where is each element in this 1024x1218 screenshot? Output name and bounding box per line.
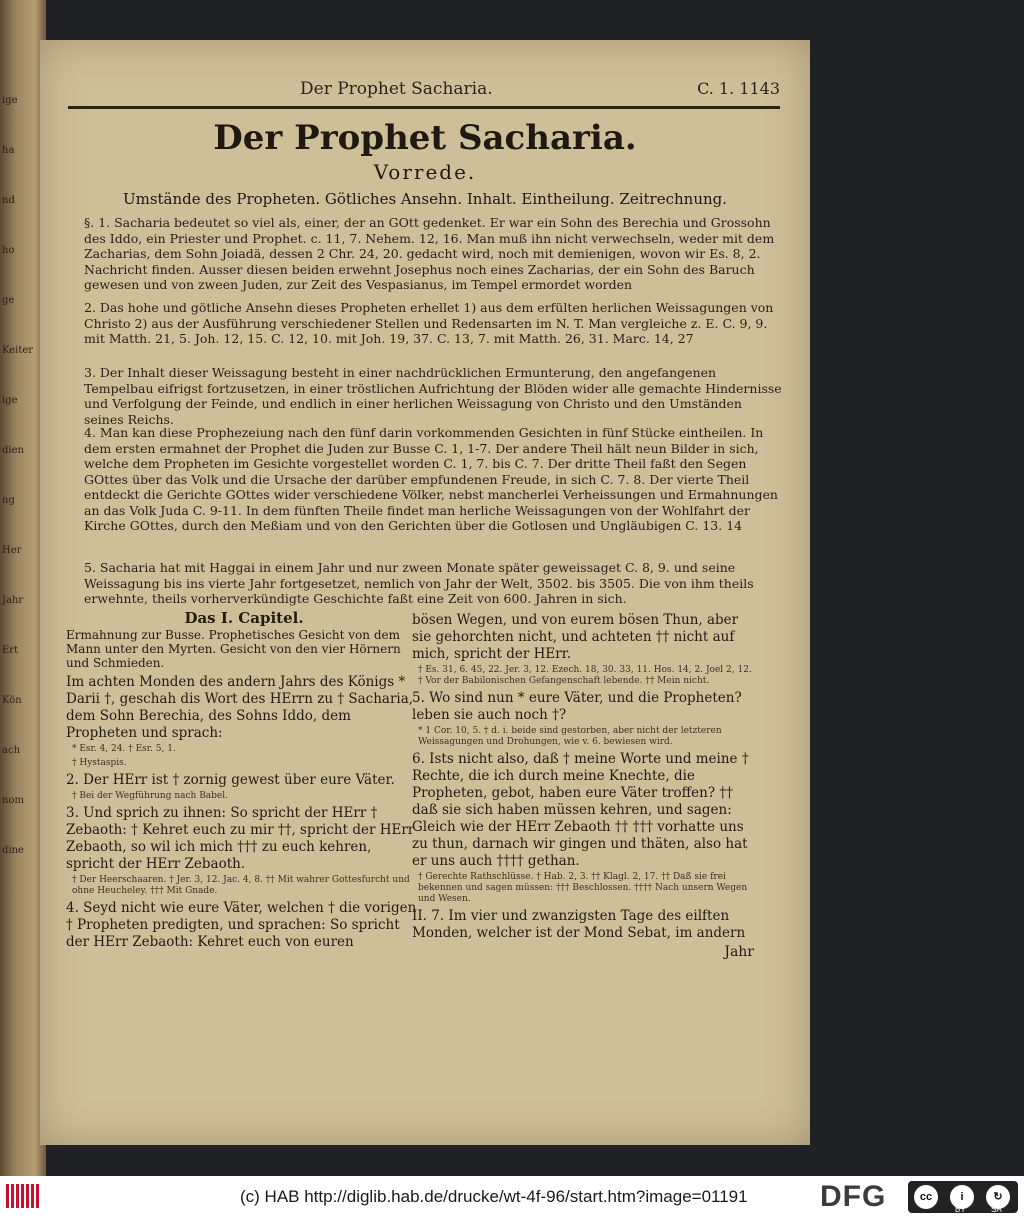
license-sa-label: SA bbox=[991, 1205, 1002, 1214]
footnote: † Hystaspis. bbox=[72, 758, 127, 768]
right-text-column bbox=[412, 610, 754, 960]
preface-paragraph: 4. Man kan diese Prophezeiung nach den fünf darin vorkommenden Gesichten in fünf Stücke eintheilen. In dem ersten ermahnet der Prophet die Juden zur Busse C. 1, 1-7. Der andere Theil hält neun Bilder in sich, welche dem Propheten im Gesichte vorgestellet worden C. 1, 7. bis C. 7. Der dritte Theil faßt den Segen GOttes über das Volk und die Ursache der darüber empfundenen Freude, in sich C. 7. 8. Der vierte Theil entdeckt die Gerichte GOttes wider verschiedene Völker, nebst mancherlei Verheissungen und Ermahnungen an das Volk Juda C. 9-11. In dem fünften Theile findet man herliche Weissagungen von der Wohlfahrt der Kirche GOttes, durch den Meßiam und von den Gerichten über die Gotlosen und Ungläubigen C. 13. 14 bbox=[84, 425, 778, 533]
facing-page-fragment: nom bbox=[2, 795, 24, 806]
facing-page-fragment: ach bbox=[2, 745, 21, 756]
copyright-link[interactable]: (c) HAB http://diglib.hab.de/drucke/wt-4f-96/start.htm?image=01191 bbox=[240, 1187, 748, 1206]
footnote: † Der Heerschaaren. † Jer. 3, 12. Jac. 4, 8. †† Mit wahrer Gottesfurcht und ohne Heucheley. ††† Mit Gnade. bbox=[72, 875, 410, 896]
facing-page-fragment: Jahr bbox=[2, 595, 24, 606]
preface-paragraph: 3. Der Inhalt dieser Weissagung besteht in einer nachdrücklichen Ermunterung, den angefangenen Tempelbau eifrigst fortzusetzen, in einer tröstlichen Aufrichtung der Blöden wider alle gemachte Hindernisse und Verfolgung der Feinde, und endlich in einer herlichen Weissagung von Christo und den Umständen seines Reichs. bbox=[84, 365, 782, 427]
facing-page-fragment: ho bbox=[2, 245, 15, 256]
footnote: † Bei der Wegführung nach Babel. bbox=[72, 791, 229, 801]
cc-license-badge[interactable] bbox=[908, 1181, 1018, 1213]
cc-icon: cc bbox=[914, 1185, 938, 1209]
verse-text: 5. Wo sind nun * eure Väter, und die Propheten? leben sie auch noch †? bbox=[412, 690, 742, 723]
verse-text: bösen Wegen, und von eurem bösen Thun, aber sie gehorchten nicht, und achteten †† nicht auf mich, spricht der HErr. bbox=[412, 612, 739, 662]
facing-page-fragment: Kön bbox=[2, 695, 22, 706]
viewer-footer bbox=[0, 1176, 1024, 1218]
preface-paragraph: §. 1. Sacharia bedeutet so viel als, einer, der an GOtt gedenket. Er war ein Sohn des Berechia und Grossohn des Iddo, ein Priester und Prophet. c. 11, 7. Nehem. 12, 16. Man muß ihn nicht verwechseln, weder mit dem Zacharias, dem Sohn Joiadä, dessen 2 Chr. 24, 20. gedacht wird, noch mit demienigen, wovon wir Es. 8, 2. Nachricht finden. Ausser diesen beiden erwehnt Josephus noch eines Zacharias, der ein Sohn des Baruch gewesen und von zween Juden, zur Zeit des Vespasianus, im Tempel ermordet worden bbox=[84, 215, 775, 292]
facing-page-fragment: dine bbox=[2, 845, 24, 856]
verse-text: II. 7. Im vier und zwanzigsten Tage des eilften Monden, welcher ist der Mond Sebat, im andern bbox=[412, 908, 746, 941]
sa-sharealike-icon: ↻ bbox=[986, 1185, 1010, 1209]
by-attribution-icon: i bbox=[950, 1185, 974, 1209]
dfg-logo: DFG bbox=[820, 1180, 887, 1213]
facing-page-fragment: ng bbox=[2, 495, 15, 506]
preface-paragraph: 2. Das hohe und götliche Ansehn dieses Propheten erhellet 1) aus dem erfülten herlichen Weissagungen von Christo 2) aus der Ausführung verschiedener Stellen und Redensarten im N. T. Man vergleiche z. E. C. 9, 9. mit Matth. 21, 5. Joh. 12, 15. C. 12, 10. mit Joh. 19, 37. C. 13, 7. mit Matth. 26, 31. Marc. 14, 27 bbox=[84, 300, 774, 346]
book-title: Der Prophet Sacharia. bbox=[213, 118, 637, 158]
catchword: Jahr bbox=[724, 944, 754, 960]
preface-heading: Vorrede. bbox=[373, 160, 477, 184]
verse-text: 6. Ists nicht also, daß † meine Worte und meine † Rechte, die ich durch meine Knechte, die Propheten, gebot, haben eure Väter troffen? †† daß sie sich haben müssen kehren, und sagen: Gleich wie der HErr Zebaoth †† ††† vorhatte uns zu thun, darnach wir gingen und thäten, also hat er uns auch †††† gethan. bbox=[412, 751, 749, 869]
footnote: * 1 Cor. 10, 5. † d. i. beide sind gestorben, aber nicht der letzteren Weissagungen und Drohungen, wie v. 6. bewiesen wird. bbox=[418, 726, 722, 747]
running-head: Der Prophet Sacharia. bbox=[300, 79, 493, 99]
facing-page-fragment: ge bbox=[2, 295, 15, 306]
hab-logo-icon bbox=[6, 1184, 41, 1212]
chapter-page-reference: C. 1. 1143 bbox=[697, 79, 780, 98]
verse-text: 3. Und sprich zu ihnen: So spricht der HErr † Zebaoth: † Kehret euch zu mir ††, spricht der HErr Zebaoth, so wil ich mich ††† zu euch kehren, spricht der HErr Zebaoth. bbox=[66, 805, 415, 872]
footnote: * Esr. 4, 24. † Esr. 5, 1. bbox=[72, 744, 176, 754]
facing-page-fragment: ige bbox=[2, 95, 18, 106]
verse-text: Im achten Monden des andern Jahrs des Königs * Darii †, geschah dis Wort des HErrn zu † Sacharia, dem Sohn Berechia, des Sohns Iddo, dem Propheten und sprach: bbox=[66, 674, 414, 741]
facing-page-fragment: Keiter bbox=[2, 345, 34, 356]
chapter-heading: Das I. Capitel. bbox=[184, 609, 304, 627]
left-text-column bbox=[66, 610, 422, 953]
page-content bbox=[40, 0, 810, 1176]
facing-page-fragment: Ert bbox=[2, 645, 19, 656]
right-column-body bbox=[412, 612, 754, 960]
page-header bbox=[70, 75, 780, 105]
verse-text: 2. Der HErr ist † zornig gewest über eure Väter. bbox=[66, 772, 395, 788]
footnote: † Es. 31, 6. 45, 22. Jer. 3, 12. Ezech. 18, 30. 33, 11. Hos. 14, 2. Joel 2, 12. † Vor der Babilonischen Gefangenschaft lebende. †† Mein nicht. bbox=[418, 665, 752, 686]
facing-page-fragment: Her bbox=[2, 545, 22, 556]
preface-paragraph: 5. Sacharia hat mit Haggai in einem Jahr und nur zween Monate später geweissaget C. 8, 9. und seine Weissagung bis ins vierte Jahr fortgesetzet, nemlich von Jahr der Welt, 3502. bis 3505. Die von ihm theils erwehnte, theils vorherverkündigte Geschichte faßt eine Zeit von 600. Jahren in sich. bbox=[84, 560, 754, 606]
facing-page-fragment: ha bbox=[2, 145, 15, 156]
facing-page-fragment: ige bbox=[2, 395, 18, 406]
verse-text: 4. Seyd nicht wie eure Väter, welchen † die vorigen † Propheten predigten, und sprachen: So spricht der HErr Zebaoth: Kehret euch von euren bbox=[66, 900, 417, 950]
chapter-argument: Ermahnung zur Busse. Prophetisches Gesicht von dem Mann unter den Myrten. Gesicht von den vier Hörnern und Schmieden. bbox=[66, 628, 401, 670]
footnote: † Gerechte Rathschlüsse. † Hab. 2, 3. †† Klagl. 2, 17. †† Daß sie frei bekennen und sagen müssen: ††† Beschlossen. †††† Nach unsern Wegen und Wesen. bbox=[418, 872, 748, 904]
preface-summary: Umstände des Propheten. Götliches Ansehn. Inhalt. Eintheilung. Zeitrechnung. bbox=[122, 190, 728, 208]
license-by-label: BY bbox=[955, 1205, 966, 1214]
facing-page-fragment: dien bbox=[2, 445, 24, 456]
facing-page-fragment: nd bbox=[2, 195, 15, 206]
header-rule bbox=[68, 106, 780, 109]
left-column-body bbox=[66, 674, 422, 951]
